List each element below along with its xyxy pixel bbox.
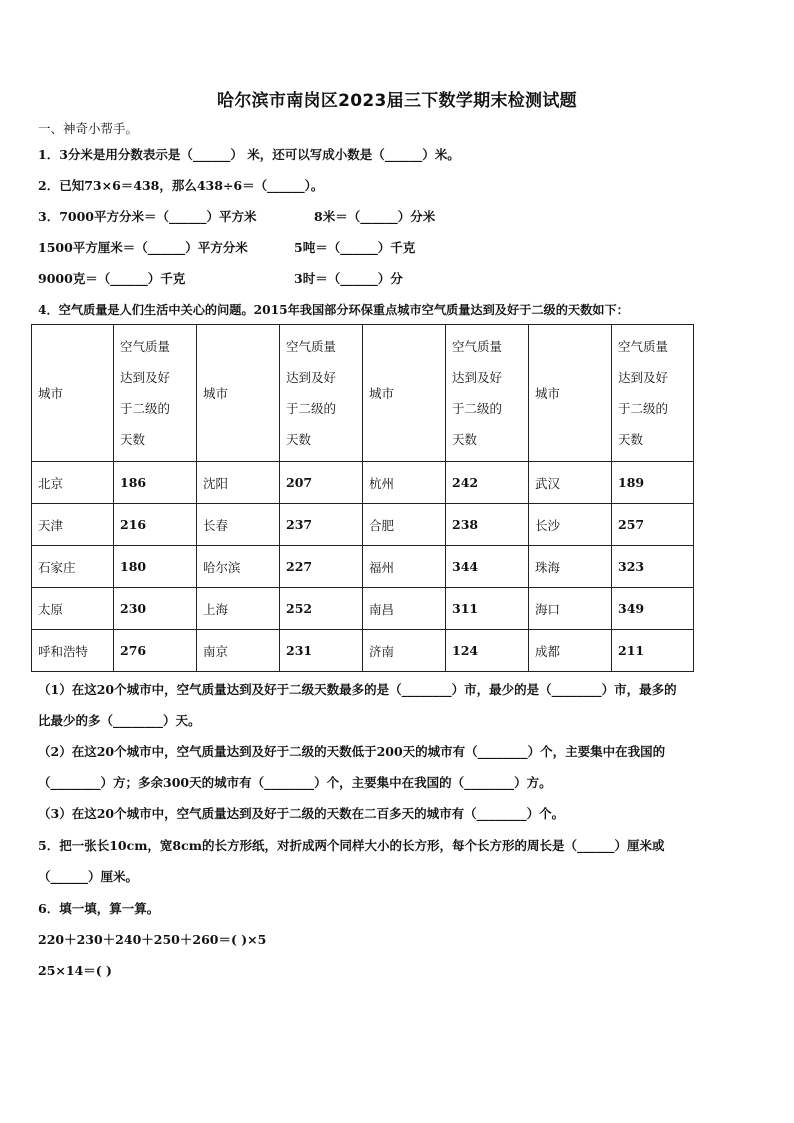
city-name: 太原 — [32, 588, 114, 630]
days-value: 207 — [280, 462, 363, 504]
header-city: 城市 — [363, 325, 446, 462]
table-row — [32, 630, 694, 672]
city-name: 武汉 — [529, 462, 612, 504]
table-row — [32, 504, 694, 546]
header-days-line: 达到及好 — [452, 370, 503, 385]
question-6-intro: 6．填一填，算一算。 — [38, 901, 160, 916]
header-city: 城市 — [197, 325, 280, 462]
question-3a: 3．7000平方分米＝（______）平方米 — [38, 209, 257, 224]
header-days — [280, 325, 363, 462]
days-value: 237 — [280, 504, 363, 546]
section-heading: 一、神奇小帮手。 — [38, 121, 139, 136]
days-value: 238 — [446, 504, 529, 546]
days-value: 323 — [612, 546, 694, 588]
question-3c: 1500平方厘米＝（______）平方分米 — [38, 240, 248, 255]
header-days-line: 达到及好 — [120, 370, 171, 385]
header-days-line: 于二级的 — [618, 401, 669, 416]
question-3b: 8米＝（______）分米 — [314, 209, 436, 224]
city-name: 杭州 — [363, 462, 446, 504]
city-name: 呼和浩特 — [32, 630, 114, 672]
city-name: 海口 — [529, 588, 612, 630]
question-4-sub1-line2: 比最少的多（________）天。 — [38, 713, 201, 728]
days-value: 349 — [612, 588, 694, 630]
city-name: 长沙 — [529, 504, 612, 546]
question-3f: 3时＝（______）分 — [294, 271, 403, 286]
city-name: 福州 — [363, 546, 446, 588]
days-value: 230 — [114, 588, 197, 630]
days-value: 344 — [446, 546, 529, 588]
days-value: 124 — [446, 630, 529, 672]
header-days — [612, 325, 694, 462]
days-value: 227 — [280, 546, 363, 588]
header-days — [114, 325, 197, 462]
city-name: 合肥 — [363, 504, 446, 546]
city-name: 济南 — [363, 630, 446, 672]
header-days-line: 于二级的 — [286, 401, 337, 416]
question-3-row-3 — [38, 270, 403, 288]
city-name: 北京 — [32, 462, 114, 504]
question-6-line2: 25×14＝( ) — [38, 963, 112, 978]
header-days-line: 空气质量 — [286, 339, 337, 354]
header-days-line: 空气质量 — [452, 339, 503, 354]
city-name: 沈阳 — [197, 462, 280, 504]
city-name: 成都 — [529, 630, 612, 672]
days-value: 231 — [280, 630, 363, 672]
header-days-line: 于二级的 — [120, 401, 171, 416]
header-days-line: 空气质量 — [618, 339, 669, 354]
question-6-line1: 220＋230＋240＋250＋260＝( )×5 — [38, 932, 267, 947]
days-value: 311 — [446, 588, 529, 630]
city-name: 南京 — [197, 630, 280, 672]
header-city: 城市 — [529, 325, 612, 462]
days-value: 186 — [114, 462, 197, 504]
question-3e: 9000克＝（______）千克 — [38, 271, 186, 286]
question-5-line1: 5．把一张长10cm，宽8cm的长方形纸，对折成两个同样大小的长方形，每个长方形的周长是（______）厘米或 — [38, 838, 665, 853]
days-value: 252 — [280, 588, 363, 630]
question-4-sub2-line2: （________）方；多余300天的城市有（________）个，主要集中在我国的（________）方。 — [38, 775, 552, 790]
question-4-intro: 4．空气质量是人们生活中关心的问题。2015年我国部分环保重点城市空气质量达到及好于二级的天数如下： — [38, 303, 629, 317]
header-days — [446, 325, 529, 462]
question-4-sub1-line1: （1）在这20个城市中，空气质量达到及好于二级天数最多的是（________）市，最少的是（________）市，最多的 — [38, 682, 677, 697]
city-name: 南昌 — [363, 588, 446, 630]
question-2: 2．已知73×6＝438，那么438÷6＝（______）。 — [38, 178, 324, 193]
question-3-row-2 — [38, 239, 416, 257]
question-3d: 5吨＝（______）千克 — [294, 240, 416, 255]
city-name: 珠海 — [529, 546, 612, 588]
table-row — [32, 546, 694, 588]
question-3-row-1 — [38, 208, 436, 226]
table-row — [32, 462, 694, 504]
table-row — [32, 588, 694, 630]
page-title: 哈尔滨市南岗区2023届三下数学期末检测试题 — [217, 91, 577, 111]
days-value: 257 — [612, 504, 694, 546]
header-days-line: 空气质量 — [120, 339, 171, 354]
days-value: 242 — [446, 462, 529, 504]
days-value: 211 — [612, 630, 694, 672]
city-name: 天津 — [32, 504, 114, 546]
header-days-line: 天数 — [452, 432, 478, 447]
city-name: 石家庄 — [32, 546, 114, 588]
header-days-line: 天数 — [618, 432, 644, 447]
days-value: 216 — [114, 504, 197, 546]
days-value: 276 — [114, 630, 197, 672]
days-value: 189 — [612, 462, 694, 504]
air-quality-table — [31, 324, 694, 672]
question-4-sub3: （3）在这20个城市中，空气质量达到及好于二级的天数在二百多天的城市有（________）个。 — [38, 806, 565, 821]
header-days-line: 达到及好 — [618, 370, 669, 385]
table-header-row — [32, 325, 694, 462]
question-4-sub2-line1: （2）在这20个城市中，空气质量达到及好于二级的天数低于200天的城市有（________）个，主要集中在我国的 — [38, 744, 666, 759]
header-city: 城市 — [32, 325, 114, 462]
header-days-line: 天数 — [120, 432, 146, 447]
header-days-line: 于二级的 — [452, 401, 503, 416]
city-name: 长春 — [197, 504, 280, 546]
table-body — [32, 325, 694, 672]
days-value: 180 — [114, 546, 197, 588]
city-name: 上海 — [197, 588, 280, 630]
header-days-line: 达到及好 — [286, 370, 337, 385]
question-1: 1．3分米是用分数表示是（______） 米，还可以写成小数是（______）米。 — [38, 147, 460, 162]
header-days-line: 天数 — [286, 432, 312, 447]
city-name: 哈尔滨 — [197, 546, 280, 588]
question-5-line2: （______）厘米。 — [38, 869, 139, 884]
